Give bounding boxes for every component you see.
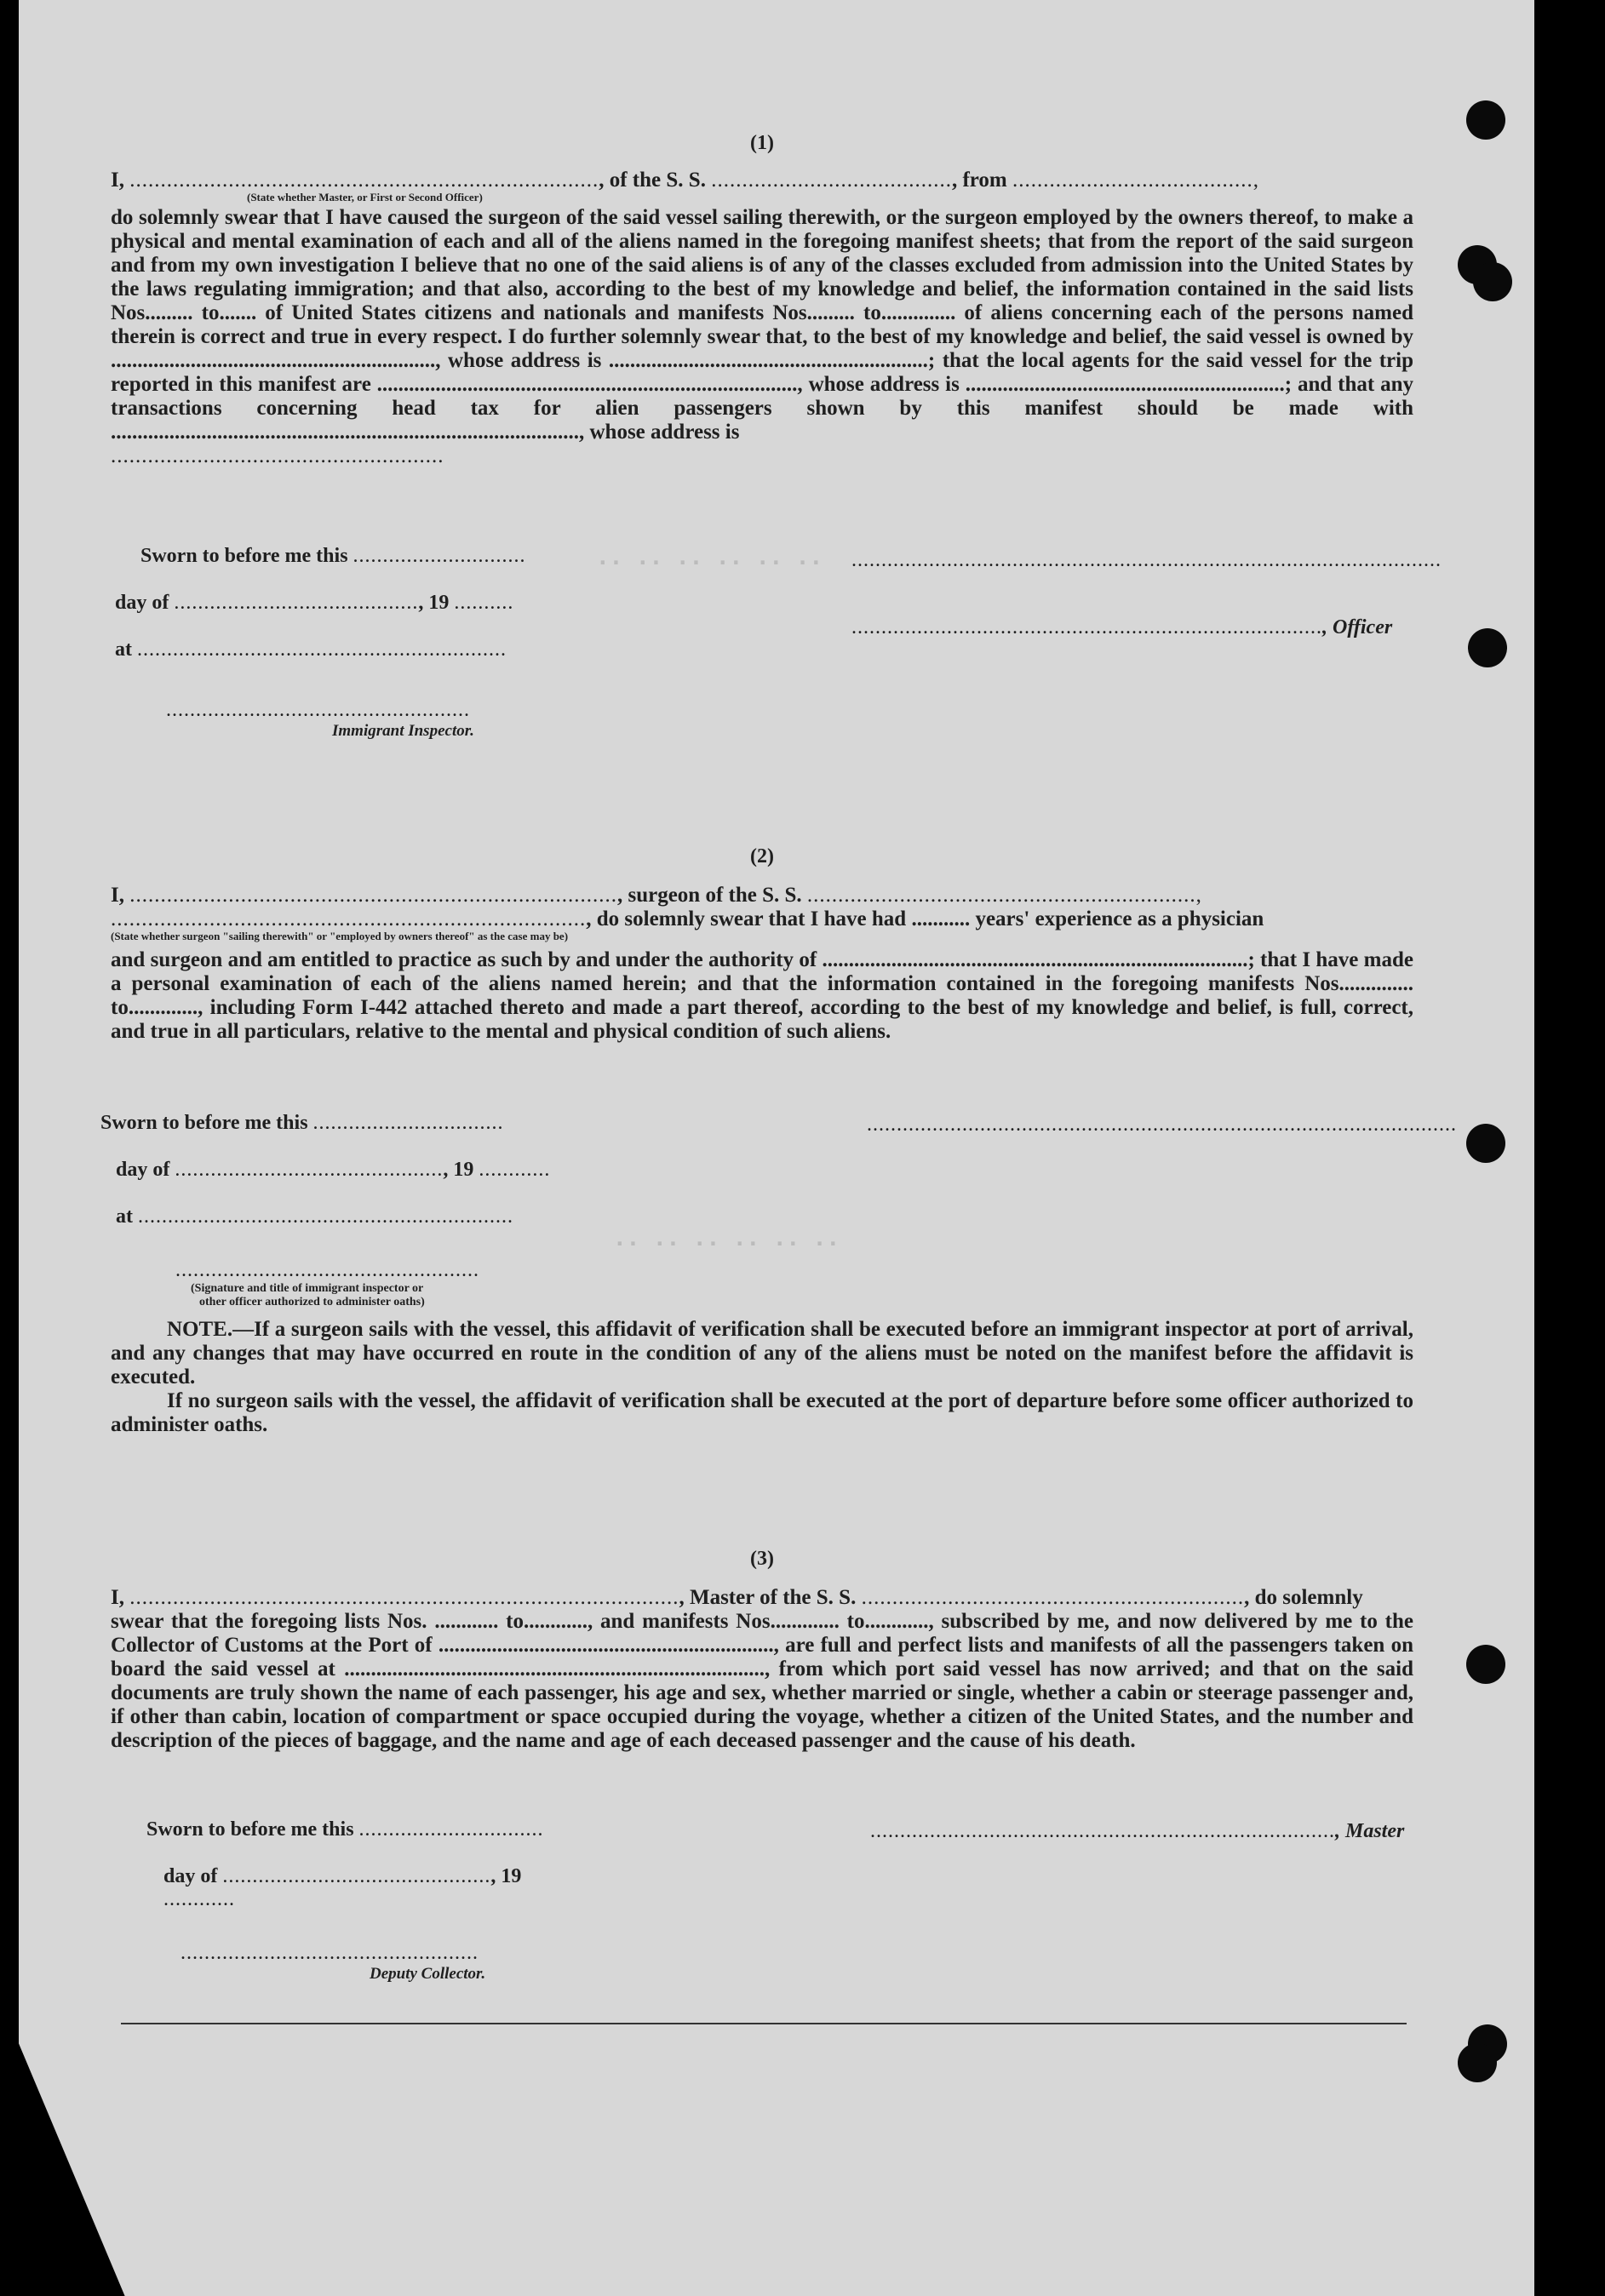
note-second: If no surgeon sails with the vessel, the affidavit of verification shall be executed at the port of departure before some officer authorized to administer oaths. (111, 1389, 1413, 1436)
day-of-field[interactable]: ............................................. (175, 1159, 444, 1181)
at-label: at (116, 1205, 133, 1228)
year-field[interactable]: .......... (454, 592, 514, 614)
at-label: at (115, 638, 132, 661)
punch-hole (1468, 628, 1507, 667)
year-label: , 19 (418, 592, 450, 614)
officer-signature-field[interactable]: ............................................................................... (851, 616, 1322, 638)
surgeon-status-field[interactable]: ............................................................................. (111, 908, 587, 930)
sworn-label: Sworn to before me this (100, 1112, 308, 1134)
section-3 (111, 1548, 1413, 1753)
signature-caption-2: other officer authorized to administer oaths) (199, 1296, 425, 1308)
collector-signature-field[interactable]: .................................................. (181, 1942, 479, 1964)
surgeon-of-label: , surgeon of the S. S. (616, 884, 802, 907)
officer-sign-line[interactable]: ................................................................................................... (851, 549, 1442, 571)
vessel-name-field[interactable]: ..............................................................., (806, 884, 1202, 907)
sworn-label: Sworn to before me this (146, 1818, 354, 1841)
surgeon-name-field[interactable]: ............................................................................... (129, 884, 617, 907)
surgeon-caption: (State whether surgeon "sailing therewith" or "employed by owners thereof" as the case may be) (111, 930, 569, 942)
officer-name-field[interactable]: ............................................................................ (129, 169, 599, 192)
master-signature-field[interactable]: .............................................................................. (870, 1820, 1335, 1842)
section-number: (1) (750, 132, 774, 154)
oath-open: I, (111, 169, 124, 192)
day-of-label: day of (163, 1865, 218, 1887)
section-2-sworn-block (100, 1112, 577, 1309)
of-ss-label: , of the S. S. (599, 169, 706, 192)
day-of-label: day of (116, 1159, 170, 1181)
punch-hole (1458, 2043, 1497, 2082)
day-of-field[interactable]: ............................................. (222, 1865, 491, 1887)
section-2-note (111, 1318, 1413, 1437)
do-solemnly-label: , do solemnly (1244, 1586, 1363, 1609)
at-field[interactable]: .............................................................. (137, 638, 507, 661)
inspector-signature-field[interactable]: ................................................... (166, 699, 470, 721)
section-2 (111, 845, 1413, 1044)
bleed-through-text: .. .. .. .. .. .. (596, 545, 823, 570)
section-2-body: and surgeon and am entitled to practice as such by and under the authority of ................................................................................; that I have made a personal examination of each of the aliens named herein; and that the information contained in the foregoing manifests Nos.............. to............., including Form I-442 attached thereto and made a part thereof, according to the best of my knowledge and belief, is full, correct, and true in all particulars, relative to the mental and physical condition of such aliens. (111, 948, 1413, 1043)
year-field[interactable]: ............ (479, 1159, 551, 1181)
punch-hole (1466, 1124, 1505, 1163)
note-label: NOTE. (167, 1318, 233, 1341)
at-field[interactable]: ............................................................... (138, 1205, 513, 1228)
oath-open: I, (111, 1586, 124, 1609)
from-label: , from (951, 169, 1007, 192)
punch-hole (1466, 100, 1505, 140)
collector-caption: Deputy Collector. (370, 1965, 486, 1983)
inspector-signature-field[interactable]: ................................................... (175, 1259, 479, 1281)
section-3-sworn-block (146, 1818, 589, 1984)
officer-caption: (State whether Master, or First or Second Officer) (247, 191, 483, 203)
surgeon-signature-block (867, 1114, 1457, 1137)
from-port-field[interactable]: ......................................., (1012, 169, 1259, 192)
master-of-label: , Master of the S. S. (679, 1586, 857, 1609)
sworn-date-field[interactable]: ............................. (353, 545, 526, 567)
vessel-name-field[interactable]: .............................................................. (861, 1586, 1245, 1609)
year-label: , 19 (443, 1159, 474, 1181)
master-label: , Master (1335, 1820, 1405, 1842)
bleed-through-text: .. .. .. .. .. .. (613, 1226, 840, 1251)
surgeon-signature-field[interactable]: ................................................................................................... (867, 1114, 1457, 1136)
section-1 (111, 132, 1413, 468)
vessel-name-field[interactable]: ....................................... (711, 169, 952, 192)
master-name-field[interactable]: ......................................................................................... (129, 1586, 679, 1609)
sworn-date-field[interactable]: ................................ (312, 1112, 504, 1134)
sworn-label: Sworn to before me this (140, 545, 348, 567)
officer-signature-block (851, 549, 1442, 639)
note-body: —If a surgeon sails with the vessel, this affidavit of verification shall be executed before an immigrant inspector at port of arrival, and any changes that may have occurred en route in the condition of any of the aliens must be noted on the manifest before the affidavit is executed. (111, 1318, 1413, 1388)
sworn-date-field[interactable]: ............................... (358, 1818, 544, 1841)
signature-caption-1: (Signature and title of immigrant inspector or (191, 1282, 424, 1295)
oath-open: I, (111, 884, 124, 907)
section-number: (2) (750, 845, 774, 867)
inspector-caption: Immigrant Inspector. (332, 722, 474, 740)
section-number: (3) (750, 1548, 774, 1570)
punch-hole (1466, 1645, 1505, 1684)
officer-label: , Officer (1322, 616, 1393, 638)
section-1-body: do solemnly swear that I have caused the surgeon of the said vessel sailing therewith, or the surgeon employed by the owners thereof, to make a physical and mental examination of each and all of the aliens named in the foregoing manifest sheets; that from the report of the said surgeon and from my own investigation I believe that no one of the said aliens is of any of the classes excluded from admission into the United States by the laws regulating immigration; and that also, according to the best of my knowledge and belief, the information contained in the said lists Nos......... to....... of United States citizens and nationals and manifests Nos......... to.............. of aliens concerning each of the persons named therein is correct and true in every respect. I do further solemnly swear that, to the best of my knowledge and belief, the said vessel is owned by ............................................................., whose address is ............................................................; that the local agents for the said vessel for the trip reported in this manifest are ..............................................................................., whose address is ............................................................; and that any transactions concerning head tax for alien passengers shown by this manifest should be made with ........................................................................................, whose address is (111, 206, 1413, 444)
punch-hole (1473, 262, 1512, 301)
swear-text: , do solemnly swear that I have had ........... years' experience as a physician (586, 908, 1264, 930)
tax-address-field[interactable]: ...................................................... (111, 444, 444, 467)
year-field[interactable]: ............ (163, 1888, 235, 1910)
section-3-body: swear that the foregoing lists Nos. ............ to............, and manifests Nos............. to............, subscribed by me, and now delivered by me to the Collector of Customs at the Port of ..............................................................., are full and perfect lists and manifests of all the passengers taken on board the said vessel at ..............................................................................., from which port said vessel has now arrived; and that on the said documents are truly shown the name of each passenger, his age and sex, whether married or single, whether a cabin or steerage passenger and, if other than cabin, location of compartment or space occupied during the voyage, whether a citizen of the United States, and the number and description of the pieces of baggage, and the name and age of each deceased passenger and the cause of his death. (111, 1610, 1413, 1752)
master-signature-block (870, 1820, 1404, 1843)
bottom-divider (121, 2023, 1407, 2024)
day-of-label: day of (115, 592, 169, 614)
section-1-sworn-block (115, 545, 549, 741)
day-of-field[interactable]: ......................................... (174, 592, 419, 614)
year-label: , 19 (490, 1865, 522, 1887)
